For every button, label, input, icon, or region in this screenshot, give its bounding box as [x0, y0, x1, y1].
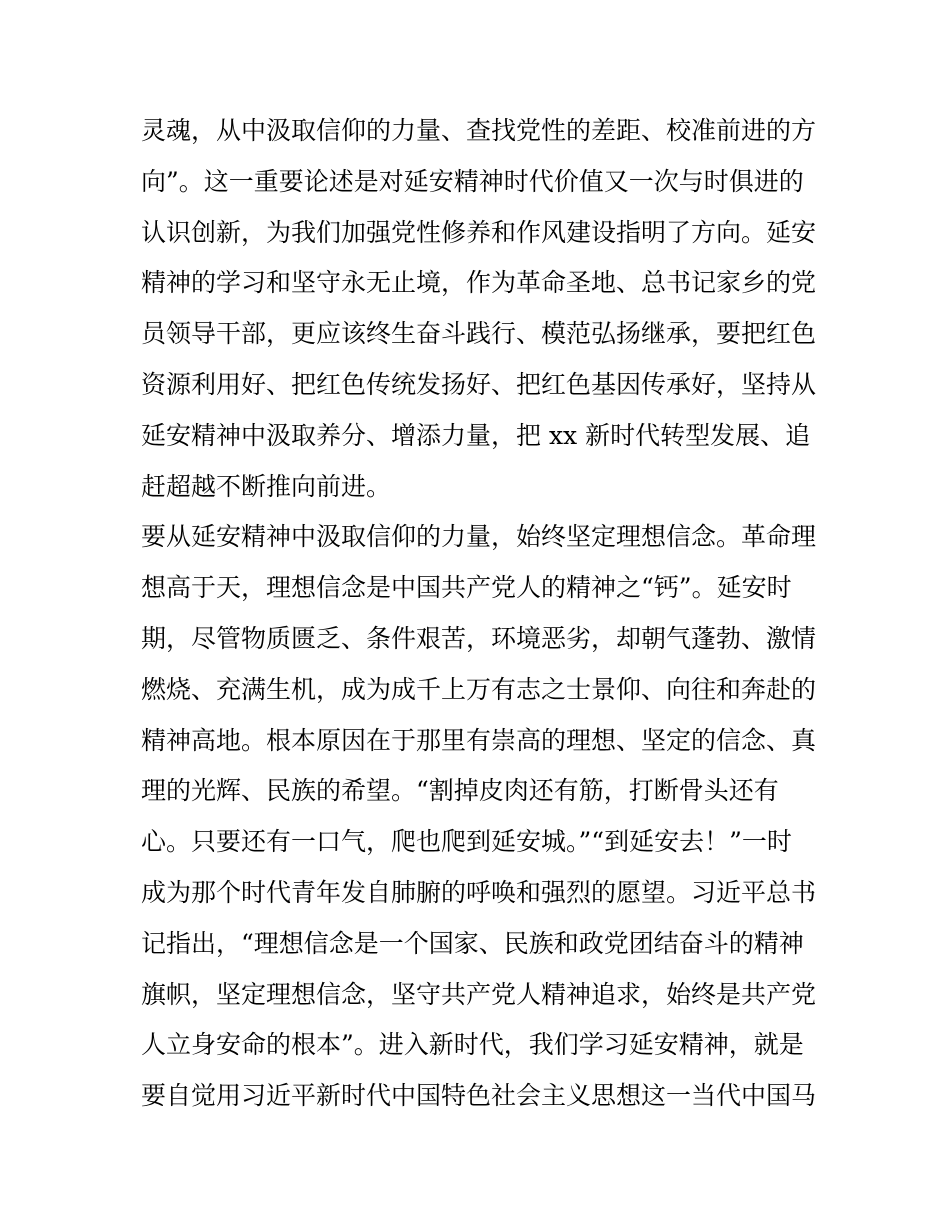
paragraph-2	[141, 512, 831, 1122]
paragraph-1	[141, 106, 831, 512]
document-body	[141, 106, 831, 1122]
text-line: 理的光辉、民族的希望。“割掉皮肉还有筋，打断骨头还有	[141, 776, 779, 806]
text-line: 燃烧、充满生机，成为成千上万有志之士景仰、向往和奔赴的	[141, 674, 817, 704]
text-line: 员领导干部，更应该终生奋斗践行、模范弘扬继承，要把红色	[141, 319, 817, 349]
text-line: 人立身安命的根本”。进入新时代，我们学习延安精神，就是	[141, 1030, 804, 1060]
text-line: 向”。这一重要论述是对延安精神时代价值又一次与时俱进的	[141, 166, 804, 196]
text-line: 期，尽管物质匮乏、条件艰苦，环境恶劣，却朝气蓬勃、激情	[141, 623, 817, 653]
text-line: 延安精神中汲取养分、增添力量，把 xx 新时代转型发展、追	[141, 420, 811, 450]
text-line: 旗帜，坚定理想信念，坚守共产党人精神追求，始终是共产党	[141, 979, 817, 1009]
text-line: 灵魂，从中汲取信仰的力量、查找党性的差距、校准前进的方	[141, 116, 817, 145]
text-line: 精神高地。根本原因在于那里有崇高的理想、坚定的信念、真	[141, 725, 817, 755]
text-line: 认识创新，为我们加强党性修养和作风建设指明了方向。延安	[141, 217, 817, 247]
text-line: 精神的学习和坚守永无止境，作为革命圣地、总书记家乡的党	[141, 268, 817, 298]
text-line: 心。只要还有一口气，爬也爬到延安城。”“到延安去！”一时	[141, 827, 792, 857]
text-line: 资源利用好、把红色传统发扬好、把红色基因传承好，坚持从	[141, 369, 817, 399]
text-line: 记指出，“理想信念是一个国家、民族和政党团结奋斗的精神	[141, 928, 804, 958]
text-line: 成为那个时代青年发自肺腑的呼唤和强烈的愿望。习近平总书	[141, 877, 817, 907]
text-line: 要从延安精神中汲取信仰的力量，始终坚定理想信念。革命理	[141, 522, 817, 552]
text-line: 赶超越不断推向前进。	[141, 471, 392, 501]
text-line: 想高于天，理想信念是中国共产党人的精神之“钙”。延安时	[141, 573, 792, 603]
text-line: 要自觉用习近平新时代中国特色社会主义思想这一当代中国马	[141, 1081, 817, 1111]
